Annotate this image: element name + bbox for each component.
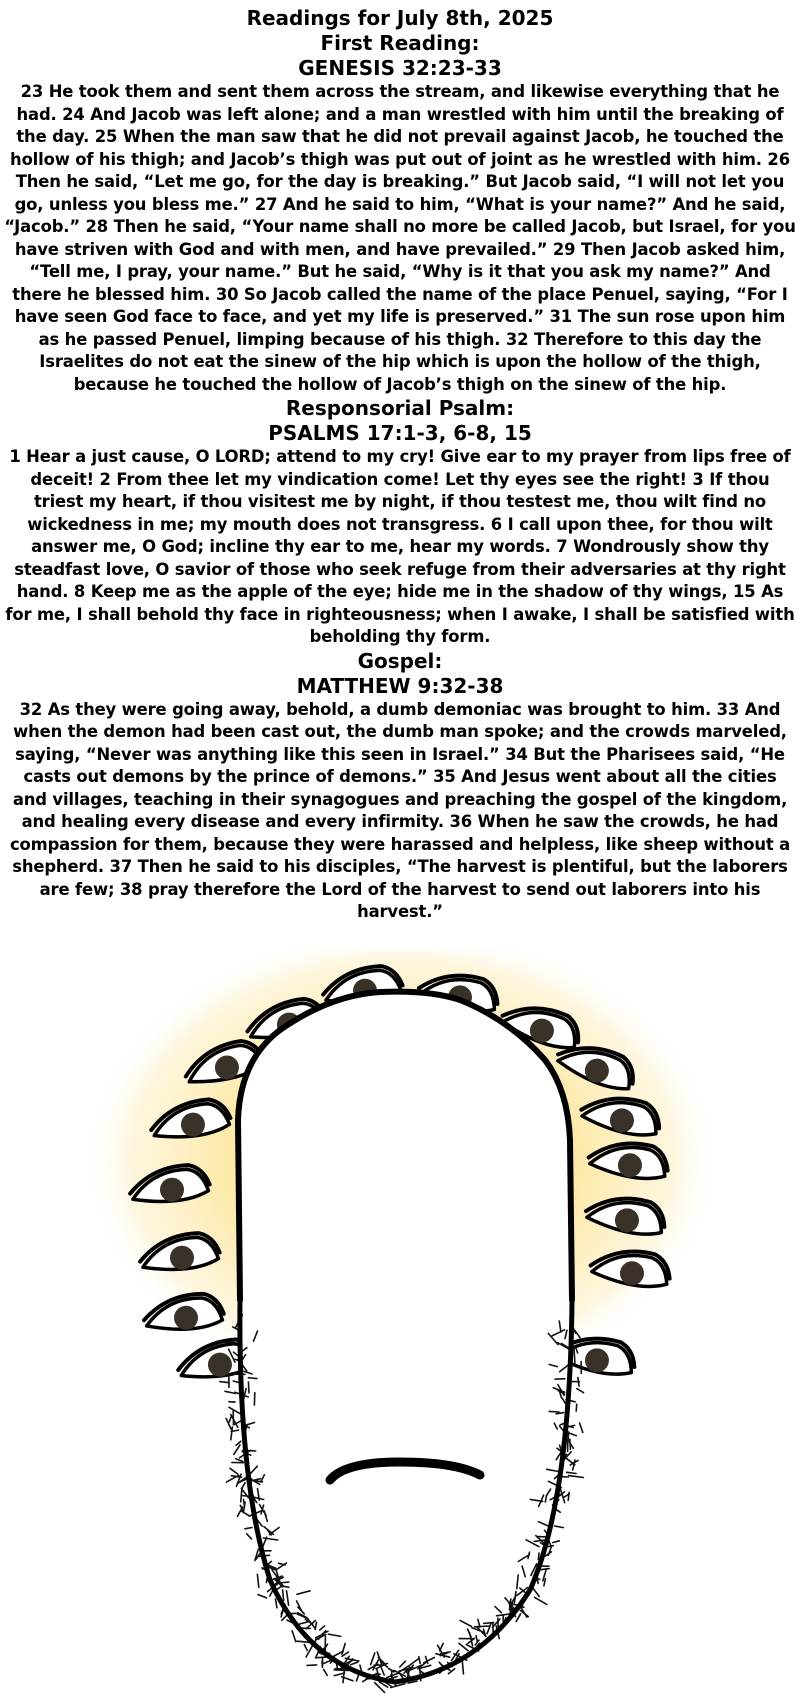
beard-stroke — [229, 1407, 241, 1414]
face-shape — [238, 992, 573, 1681]
psalm-text: 1 Hear a just cause, O LORD; attend to my cry! Give ear to my prayer from lips free of deceit! 2 From thee let my vindication come! Let thy eyes see the right! 3 If thou triest my heart, if thou visitest me by night, if thou testest me, thou wilt find no wickedness in me; my mouth does not transgress. 6 I call upon thee, for thou wilt answer me, O God; incline thy ear to me, hear my words. 7 Wondrously show thy steadfast love, O savior of those who seek refuge from their adversaries at thy right hand. 8 Keep me as the apple of the eye; hide me in the shadow of thy wings, 15 As for me, I shall behold thy face in righteousness; when I awake, I shall be satisfied with beholding thy form. — [0, 446, 800, 649]
beard-stroke — [258, 1595, 267, 1598]
beard-stroke — [573, 1460, 575, 1470]
beard-stroke — [234, 1445, 240, 1455]
beard-stroke — [248, 1378, 257, 1379]
beard-stroke — [225, 1391, 236, 1393]
beard-stroke — [391, 1684, 405, 1688]
beard-stroke — [270, 1591, 273, 1597]
beard-stroke — [236, 1459, 243, 1462]
beard-stroke — [244, 1500, 245, 1507]
beard-stroke — [276, 1599, 277, 1608]
beard-stroke — [231, 1415, 238, 1428]
first-reading-label: First Reading: — [0, 31, 800, 56]
beard-stroke — [538, 1553, 539, 1560]
beard-stroke — [462, 1660, 463, 1674]
beard-stroke — [292, 1631, 296, 1642]
beard-stroke — [475, 1626, 490, 1627]
beard-stroke — [544, 1579, 546, 1586]
beard-stroke — [334, 1670, 348, 1671]
page-title: Readings for July 8th, 2025 — [0, 6, 800, 31]
beard-stroke — [257, 1574, 258, 1587]
beard-stroke — [304, 1645, 307, 1651]
beard-stroke — [248, 1382, 249, 1393]
beard-stroke — [245, 1528, 252, 1529]
readings-text — [0, 6, 800, 924]
first-reading-citation: GENESIS 32:23-33 — [0, 56, 800, 81]
psalm-label: Responsorial Psalm: — [0, 396, 800, 421]
beard-stroke — [283, 1590, 284, 1600]
beard-stroke — [574, 1349, 575, 1364]
psalm-citation: PSALMS 17:1-3, 6-8, 15 — [0, 421, 800, 446]
beard-stroke — [577, 1389, 584, 1393]
beard-stroke — [220, 1382, 229, 1383]
face-illustration-svg — [0, 950, 800, 1701]
gospel-text: 32 As they were going away, behold, a dumb demoniac was brought to him. 33 And when the demon had been cast out, the dumb man spoke; and the crowds marveled, saying, “Never was anything like this seen in Israel.” 34 But the Pharisees said, “He casts out demons by the prince of demons.” 35 And Jesus went about all the cities and villages, teaching in their synagogues and preaching the gospel of the kingdom, and healing every disease and every infirmity. 36 When he saw the crowds, he had compassion for them, because they were harassed and helpless, like sheep without a shepherd. 37 Then he said to his disciples, “The harvest is plentiful, but the laborers are few; 38 pray therefore the Lord of the harvest to send out laborers into his harvest.” — [0, 699, 800, 924]
beard-stroke — [549, 1411, 559, 1412]
beard-stroke — [230, 1468, 238, 1474]
beard-stroke — [570, 1439, 571, 1449]
beard-stroke — [580, 1423, 583, 1433]
beard-stroke — [535, 1597, 547, 1604]
beard-stroke — [229, 1416, 231, 1422]
beard-stroke — [324, 1669, 328, 1675]
beard-stroke — [307, 1665, 317, 1666]
gospel-citation: MATTHEW 9:32-38 — [0, 674, 800, 699]
beard-stroke — [247, 1534, 252, 1539]
first-reading-text: 23 He took them and sent them across the stream, and likewise everything that he had. 24 And Jacob was left alone; and a man wrestled with him until the breaking of the day. 25 When the man saw that he did not prevail against Jacob, he touched the hollow of his thigh; and Jacob’s thigh was put out of joint as he wrestled with him. 26 Then he said, “Let me go, for the day is breaking.” But Jacob said, “I will not let you go, unless you bless me.” 27 And he said to him, “What is your name?” And he said, “Jacob.” 28 Then he said, “Your name shall no more be called Jacob, but Israel, for you have striven with God and with men, and have prevailed.” 29 Then Jacob asked him, “Tell me, I pray, your name.” But he said, “Why is it that you ask my name?” And there he blessed him. 30 So Jacob called the name of the place Penuel, saying, “For I have seen God face to face, and yet my life is preserved.” 31 The sun rose upon him as he passed Penuel, limping because of his thigh. 32 Therefore to this day the Israelites do not eat the sinew of the hip which is upon the hollow of the thigh, because he touched the hollow of Jacob’s thigh on the sinew of the hip. — [0, 81, 800, 396]
beard-stroke — [568, 1492, 569, 1500]
beard-stroke — [279, 1582, 289, 1583]
beard-stroke — [576, 1404, 577, 1411]
gospel-label: Gospel: — [0, 649, 800, 674]
beard-stroke — [569, 1476, 584, 1478]
face-illustration — [0, 950, 800, 1701]
